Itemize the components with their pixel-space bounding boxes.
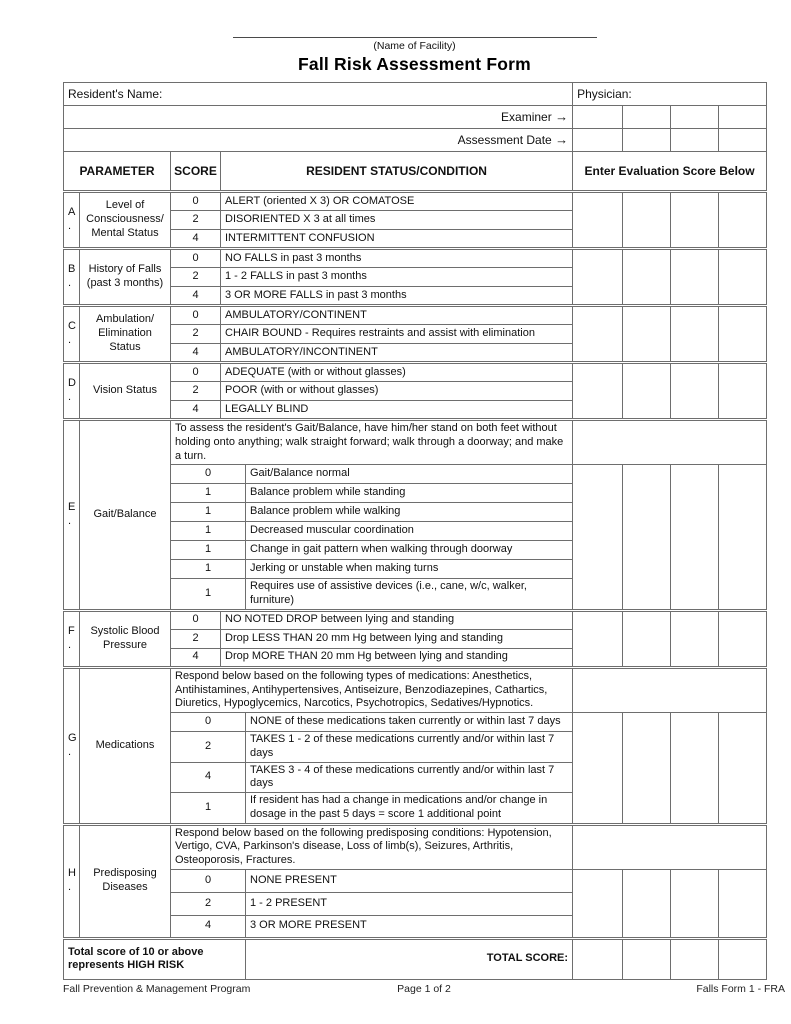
examiner-entry-col3[interactable] [671,106,719,129]
section-E-score-entry-col4[interactable] [719,465,767,611]
resident-name-label: Resident's Name: [68,86,163,101]
section-G-score-value: 2 [171,732,246,763]
section-A-score-entry-col4[interactable] [719,192,767,249]
section-A-score-entry-col2[interactable] [623,192,671,249]
assessment-date-label-cell [64,129,573,152]
section-F-score-entry-col1[interactable] [573,610,623,667]
assessment-date-label: Assessment Date [457,132,552,147]
section-C-condition-text: AMBULATORY/CONTINENT [221,306,573,325]
section-E-condition-text: Decreased muscular coordination [246,522,573,541]
section-C-score-entry-col3[interactable] [671,306,719,363]
section-G-condition-text: TAKES 3 - 4 of these medications currently and/or within last 7 days [246,762,573,793]
total-score-entry-col4[interactable] [719,938,767,979]
section-B-score-entry-col4[interactable] [719,249,767,306]
section-G-condition-text: If resident has had a change in medications and/or change in dosage in the past 5 days = score 1 additional point [246,793,573,825]
section-C-score-entry-col2[interactable] [623,306,671,363]
examiner-entry-col2[interactable] [623,106,671,129]
section-E-parameter: Gait/Balance [80,420,171,611]
section-B-condition-text: 3 OR MORE FALLS in past 3 months [221,287,573,306]
section-B-score-entry-col1[interactable] [573,249,623,306]
assessment-date-entry-col3[interactable] [671,129,719,152]
facility-name-blank-line[interactable] [233,34,597,38]
assessment-date-row [64,129,767,152]
section-D-condition-text: ADEQUATE (with or without glasses) [221,363,573,382]
section-B-condition-text: NO FALLS in past 3 months [221,249,573,268]
section-F-condition-text: Drop MORE THAN 20 mm Hg between lying and standing [221,648,573,667]
section-H-score-entry-col4[interactable] [719,869,767,938]
section-E-condition-text: Requires use of assistive devices (i.e., cane, w/c, walker, furniture) [246,579,573,611]
section-G-score-value: 4 [171,762,246,793]
section-B-score-entry-col2[interactable] [623,249,671,306]
page-title: Fall Risk Assessment Form [298,54,531,74]
section-D-score-entry-col1[interactable] [573,363,623,420]
page-footer [63,983,785,995]
total-score-row [64,938,767,979]
section-C-score-value: 0 [171,306,221,325]
examiner-entry-col1[interactable] [573,106,623,129]
section-A-score-value: 0 [171,192,221,211]
section-G-eval-merged-cell [573,667,767,712]
column-header-row [64,152,767,192]
section-H-instructions: Respond below based on the following predisposing conditions: Hypotension, Vertigo, CVA, Parkinson's disease, Loss of limb(s), Seizures, Arthritis, Osteoporosis, Fractures. [171,824,573,869]
section-D-score-entry-col4[interactable] [719,363,767,420]
resident-name-field[interactable] [64,83,573,106]
condition-header: RESIDENT STATUS/CONDITION [221,152,573,192]
right-arrow-icon: → [555,108,569,124]
section-F-letter: F. [64,610,80,667]
section-B-letter: B. [64,249,80,306]
score-header: SCORE [171,152,221,192]
examiner-entry-col4[interactable] [719,106,767,129]
section-G-score-value: 0 [171,713,246,732]
section-B-score-value: 4 [171,287,221,306]
section-D-letter: D. [64,363,80,420]
section-H-score-value: 2 [171,892,246,915]
section-G-score-value: 1 [171,793,246,825]
section-A-condition-text: INTERMITTENT CONFUSION [221,230,573,249]
section-F-score-value: 0 [171,610,221,629]
resident-physician-row [64,83,767,106]
section-E-score-entry-col3[interactable] [671,465,719,611]
evaluation-header: Enter Evaluation Score Below [573,152,767,192]
fall-risk-assessment-table [63,82,767,980]
section-B-score-value: 0 [171,249,221,268]
section-C-row [64,306,767,325]
section-G-instructions: Respond below based on the following types of medications: Anesthetics, Antihistamines, Antihypertensives, Antiseizure, Benzodiazepines, Cathartics, Diuretics, Hypoglycemics, Narcotics, Psychotropics, Sedatives/Hypnotics. [171,667,573,712]
total-score-entry-col2[interactable] [623,938,671,979]
section-G-score-entry-col1[interactable] [573,713,623,825]
section-H-condition-text: 3 OR MORE PRESENT [246,915,573,938]
section-G-score-entry-col4[interactable] [719,713,767,825]
total-score-entry-col3[interactable] [671,938,719,979]
section-B-score-value: 2 [171,268,221,287]
section-E-score-value: 1 [171,503,246,522]
section-D-parameter: Vision Status [80,363,171,420]
section-E-score-entry-col2[interactable] [623,465,671,611]
section-A-score-value: 4 [171,230,221,249]
section-B-score-entry-col3[interactable] [671,249,719,306]
section-G-score-entry-col3[interactable] [671,713,719,825]
section-D-condition-text: LEGALLY BLIND [221,401,573,420]
section-D-score-entry-col2[interactable] [623,363,671,420]
section-C-condition-text: AMBULATORY/INCONTINENT [221,344,573,363]
section-A-score-entry-col1[interactable] [573,192,623,249]
section-A-letter: A. [64,192,80,249]
section-E-row [64,420,767,465]
section-H-condition-text: NONE PRESENT [246,869,573,892]
section-A-score-entry-col3[interactable] [671,192,719,249]
section-C-score-entry-col4[interactable] [719,306,767,363]
section-F-parameter: Systolic Blood Pressure [80,610,171,667]
section-D-score-value: 4 [171,401,221,420]
section-H-letter: H. [64,824,80,938]
page-header [63,0,766,75]
section-C-score-entry-col1[interactable] [573,306,623,363]
assessment-date-entry-col2[interactable] [623,129,671,152]
footer-form-id: Falls Form 1 - FRA [696,982,785,995]
section-H-score-entry-col2[interactable] [623,869,671,938]
section-C-condition-text: CHAIR BOUND - Requires restraints and assist with elimination [221,325,573,344]
section-A-condition-text: DISORIENTED X 3 at all times [221,211,573,230]
section-F-condition-text: NO NOTED DROP between lying and standing [221,610,573,629]
section-C-letter: C. [64,306,80,363]
section-G-parameter: Medications [80,667,171,824]
section-H-condition-text: 1 - 2 PRESENT [246,892,573,915]
section-B-row [64,249,767,268]
assessment-date-entry-col1[interactable] [573,129,623,152]
parameter-header: PARAMETER [64,152,171,192]
physician-label: Physician: [577,86,632,101]
section-F-score-entry-col4[interactable] [719,610,767,667]
examiner-label: Examiner [501,109,552,124]
section-C-score-value: 4 [171,344,221,363]
section-H-row [64,824,767,869]
section-A-score-value: 2 [171,211,221,230]
section-E-score-value: 1 [171,579,246,611]
examiner-row [64,106,767,129]
section-D-row [64,363,767,382]
section-D-score-value: 2 [171,382,221,401]
section-C-parameter: Ambulation/ Elimination Status [80,306,171,363]
section-E-score-value: 1 [171,522,246,541]
section-F-score-value: 4 [171,648,221,667]
section-E-instructions: To assess the resident's Gait/Balance, have him/her stand on both feet without holding onto anything; walk straight forward; walk through a doorway; and make a turn. [171,420,573,465]
total-score-label: TOTAL SCORE: [246,938,573,979]
physician-field[interactable] [573,83,767,106]
section-E-score-value: 1 [171,484,246,503]
section-D-condition-text: POOR (with or without glasses) [221,382,573,401]
section-E-score-value: 0 [171,465,246,484]
section-F-row [64,610,767,629]
section-F-condition-text: Drop LESS THAN 20 mm Hg between lying and standing [221,629,573,648]
right-arrow-icon: → [555,131,569,147]
section-B-parameter: History of Falls (past 3 months) [80,249,171,306]
section-E-score-value: 1 [171,541,246,560]
section-E-letter: E. [64,420,80,611]
section-D-score-entry-col3[interactable] [671,363,719,420]
section-C-score-value: 2 [171,325,221,344]
examiner-label-cell [64,106,573,129]
section-D-score-value: 0 [171,363,221,382]
section-H-parameter: Predisposing Diseases [80,824,171,938]
section-H-eval-merged-cell [573,824,767,869]
high-risk-note: Total score of 10 or above represents HIGH RISK [64,938,246,979]
section-E-eval-merged-cell [573,420,767,465]
section-F-score-value: 2 [171,629,221,648]
section-A-parameter: Level of Consciousness/ Mental Status [80,192,171,249]
section-E-condition-text: Jerking or unstable when making turns [246,560,573,579]
section-G-row [64,667,767,712]
section-E-condition-text: Balance problem while walking [246,503,573,522]
section-F-score-entry-col2[interactable] [623,610,671,667]
facility-label: (Name of Facility) [373,40,456,52]
section-E-score-value: 1 [171,560,246,579]
section-G-letter: G. [64,667,80,824]
assessment-date-entry-col4[interactable] [719,129,767,152]
section-B-condition-text: 1 - 2 FALLS in past 3 months [221,268,573,287]
section-E-score-entry-col1[interactable] [573,465,623,611]
footer-page-number: Page 1 of 2 [397,982,451,995]
section-A-row [64,192,767,211]
section-G-condition-text: TAKES 1 - 2 of these medications currently and/or within last 7 days [246,732,573,763]
section-E-condition-text: Gait/Balance normal [246,465,573,484]
section-H-score-value: 4 [171,915,246,938]
footer-program-name: Fall Prevention & Management Program [63,982,251,995]
section-G-condition-text: NONE of these medications taken currently or within last 7 days [246,713,573,732]
section-H-score-entry-col3[interactable] [671,869,719,938]
section-E-condition-text: Change in gait pattern when walking through doorway [246,541,573,560]
section-E-condition-text: Balance problem while standing [246,484,573,503]
section-G-score-entry-col2[interactable] [623,713,671,825]
section-A-condition-text: ALERT (oriented X 3) OR COMATOSE [221,192,573,211]
section-F-score-entry-col3[interactable] [671,610,719,667]
section-H-score-value: 0 [171,869,246,892]
section-H-score-entry-col1[interactable] [573,869,623,938]
total-score-entry-col1[interactable] [573,938,623,979]
